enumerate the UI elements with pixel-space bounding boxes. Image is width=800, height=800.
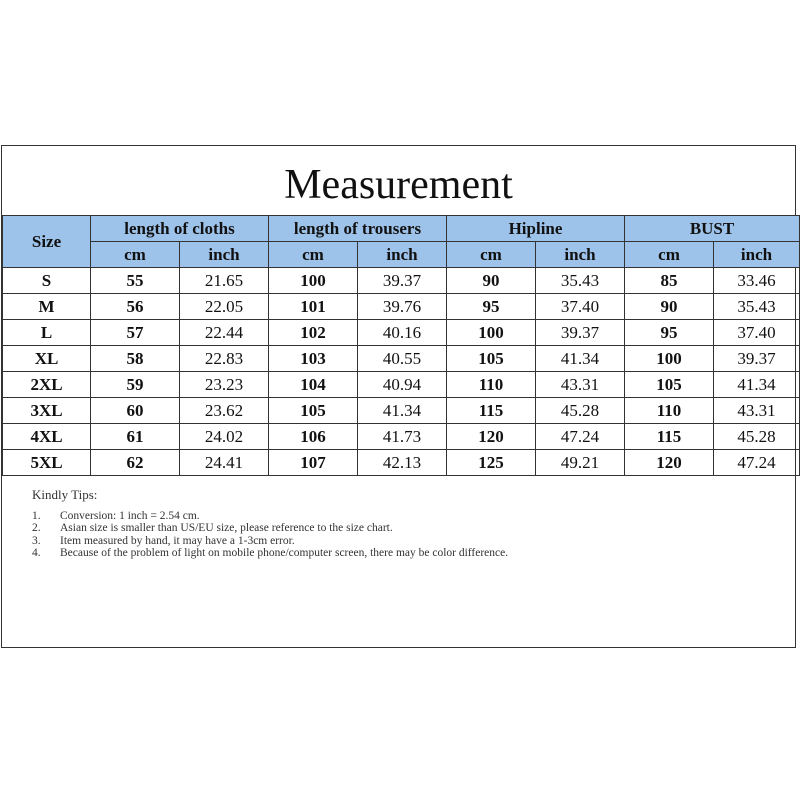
tip-item bbox=[32, 547, 700, 559]
tip-text: Asian size is smaller than US/EU size, please reference to the size chart. bbox=[60, 522, 393, 535]
cm-cell: 62 bbox=[91, 450, 180, 476]
cm-cell: 104 bbox=[269, 372, 358, 398]
inch-cell: 21.65 bbox=[180, 268, 269, 294]
cm-cell: 105 bbox=[269, 398, 358, 424]
size-cell: L bbox=[3, 320, 91, 346]
table-body bbox=[3, 268, 800, 476]
unit-header: inch bbox=[180, 242, 269, 268]
inch-cell: 35.43 bbox=[714, 294, 800, 320]
unit-header: cm bbox=[269, 242, 358, 268]
inch-cell: 37.40 bbox=[714, 320, 800, 346]
cm-cell: 120 bbox=[625, 450, 714, 476]
unit-header: inch bbox=[536, 242, 625, 268]
tip-item bbox=[32, 510, 700, 522]
cm-cell: 100 bbox=[269, 268, 358, 294]
cm-cell: 115 bbox=[625, 424, 714, 450]
tip-text: Item measured by hand, it may have a 1-3cm error. bbox=[60, 534, 295, 547]
group-header-hipline: Hipline bbox=[447, 216, 625, 242]
cm-cell: 59 bbox=[91, 372, 180, 398]
tip-item bbox=[32, 535, 700, 547]
cm-cell: 101 bbox=[269, 294, 358, 320]
cm-cell: 58 bbox=[91, 346, 180, 372]
inch-cell: 40.16 bbox=[358, 320, 447, 346]
size-cell: XL bbox=[3, 346, 91, 372]
inch-cell: 23.62 bbox=[180, 398, 269, 424]
kindly-tips bbox=[32, 487, 700, 560]
size-cell: 2XL bbox=[3, 372, 91, 398]
inch-cell: 43.31 bbox=[536, 372, 625, 398]
cm-cell: 105 bbox=[625, 372, 714, 398]
inch-cell: 39.37 bbox=[358, 268, 447, 294]
cm-cell: 100 bbox=[447, 320, 536, 346]
table-row bbox=[3, 346, 800, 372]
inch-cell: 45.28 bbox=[536, 398, 625, 424]
inch-cell: 39.76 bbox=[358, 294, 447, 320]
size-cell: M bbox=[3, 294, 91, 320]
cm-cell: 90 bbox=[625, 294, 714, 320]
cm-cell: 125 bbox=[447, 450, 536, 476]
unit-header: cm bbox=[625, 242, 714, 268]
tip-text: Conversion: 1 inch = 2.54 cm. bbox=[60, 510, 200, 522]
tip-text: Because of the problem of light on mobile phone/computer screen, there may be color difference. bbox=[60, 547, 509, 560]
inch-cell: 22.83 bbox=[180, 346, 269, 372]
table-row bbox=[3, 268, 800, 294]
size-table bbox=[2, 215, 800, 476]
cm-cell: 110 bbox=[447, 372, 536, 398]
inch-cell: 33.46 bbox=[714, 268, 800, 294]
inch-cell: 49.21 bbox=[536, 450, 625, 476]
inch-cell: 22.05 bbox=[180, 294, 269, 320]
unit-header: cm bbox=[447, 242, 536, 268]
size-cell: S bbox=[3, 268, 91, 294]
cm-cell: 55 bbox=[91, 268, 180, 294]
header-unit-row bbox=[3, 242, 800, 268]
cm-cell: 105 bbox=[447, 346, 536, 372]
inch-cell: 39.37 bbox=[536, 320, 625, 346]
cm-cell: 56 bbox=[91, 294, 180, 320]
inch-cell: 23.23 bbox=[180, 372, 269, 398]
table-row bbox=[3, 398, 800, 424]
cm-cell: 106 bbox=[269, 424, 358, 450]
cm-cell: 60 bbox=[91, 398, 180, 424]
cm-cell: 103 bbox=[269, 346, 358, 372]
inch-cell: 41.34 bbox=[358, 398, 447, 424]
tip-number: 3. bbox=[32, 534, 41, 547]
unit-header: inch bbox=[358, 242, 447, 268]
inch-cell: 42.13 bbox=[358, 450, 447, 476]
table-row bbox=[3, 320, 800, 346]
inch-cell: 47.24 bbox=[714, 450, 800, 476]
cm-cell: 102 bbox=[269, 320, 358, 346]
tip-item bbox=[32, 522, 700, 534]
table-header bbox=[3, 216, 800, 268]
unit-header: cm bbox=[91, 242, 180, 268]
size-cell: 5XL bbox=[3, 450, 91, 476]
inch-cell: 40.94 bbox=[358, 372, 447, 398]
cm-cell: 120 bbox=[447, 424, 536, 450]
cm-cell: 90 bbox=[447, 268, 536, 294]
inch-cell: 45.28 bbox=[714, 424, 800, 450]
inch-cell: 24.41 bbox=[180, 450, 269, 476]
group-header-bust: BUST bbox=[625, 216, 800, 242]
cm-cell: 115 bbox=[447, 398, 536, 424]
table-row bbox=[3, 294, 800, 320]
cm-cell: 85 bbox=[625, 268, 714, 294]
size-cell: 3XL bbox=[3, 398, 91, 424]
size-cell: 4XL bbox=[3, 424, 91, 450]
cm-cell: 95 bbox=[447, 294, 536, 320]
inch-cell: 39.37 bbox=[714, 346, 800, 372]
group-header-cloths: length of cloths bbox=[91, 216, 269, 242]
inch-cell: 41.34 bbox=[536, 346, 625, 372]
tips-title: Kindly Tips: bbox=[32, 487, 98, 502]
page-title: Measurement bbox=[284, 162, 513, 208]
tip-number: 2. bbox=[32, 522, 41, 535]
table-row bbox=[3, 450, 800, 476]
group-header-trousers: length of trousers bbox=[269, 216, 447, 242]
tip-number: 4. bbox=[32, 547, 41, 560]
unit-header: inch bbox=[714, 242, 800, 268]
cm-cell: 61 bbox=[91, 424, 180, 450]
tip-number: 1. bbox=[32, 510, 41, 522]
inch-cell: 22.44 bbox=[180, 320, 269, 346]
cm-cell: 57 bbox=[91, 320, 180, 346]
cm-cell: 100 bbox=[625, 346, 714, 372]
inch-cell: 43.31 bbox=[714, 398, 800, 424]
inch-cell: 40.55 bbox=[358, 346, 447, 372]
inch-cell: 47.24 bbox=[536, 424, 625, 450]
inch-cell: 41.73 bbox=[358, 424, 447, 450]
measurement-card bbox=[1, 145, 796, 648]
cm-cell: 95 bbox=[625, 320, 714, 346]
header-group-row bbox=[3, 216, 800, 242]
size-column-header: Size bbox=[3, 216, 91, 268]
table-row bbox=[3, 372, 800, 398]
inch-cell: 24.02 bbox=[180, 424, 269, 450]
cm-cell: 110 bbox=[625, 398, 714, 424]
cm-cell: 107 bbox=[269, 450, 358, 476]
tips-list bbox=[32, 510, 700, 560]
inch-cell: 37.40 bbox=[536, 294, 625, 320]
inch-cell: 35.43 bbox=[536, 268, 625, 294]
inch-cell: 41.34 bbox=[714, 372, 800, 398]
table-row bbox=[3, 424, 800, 450]
